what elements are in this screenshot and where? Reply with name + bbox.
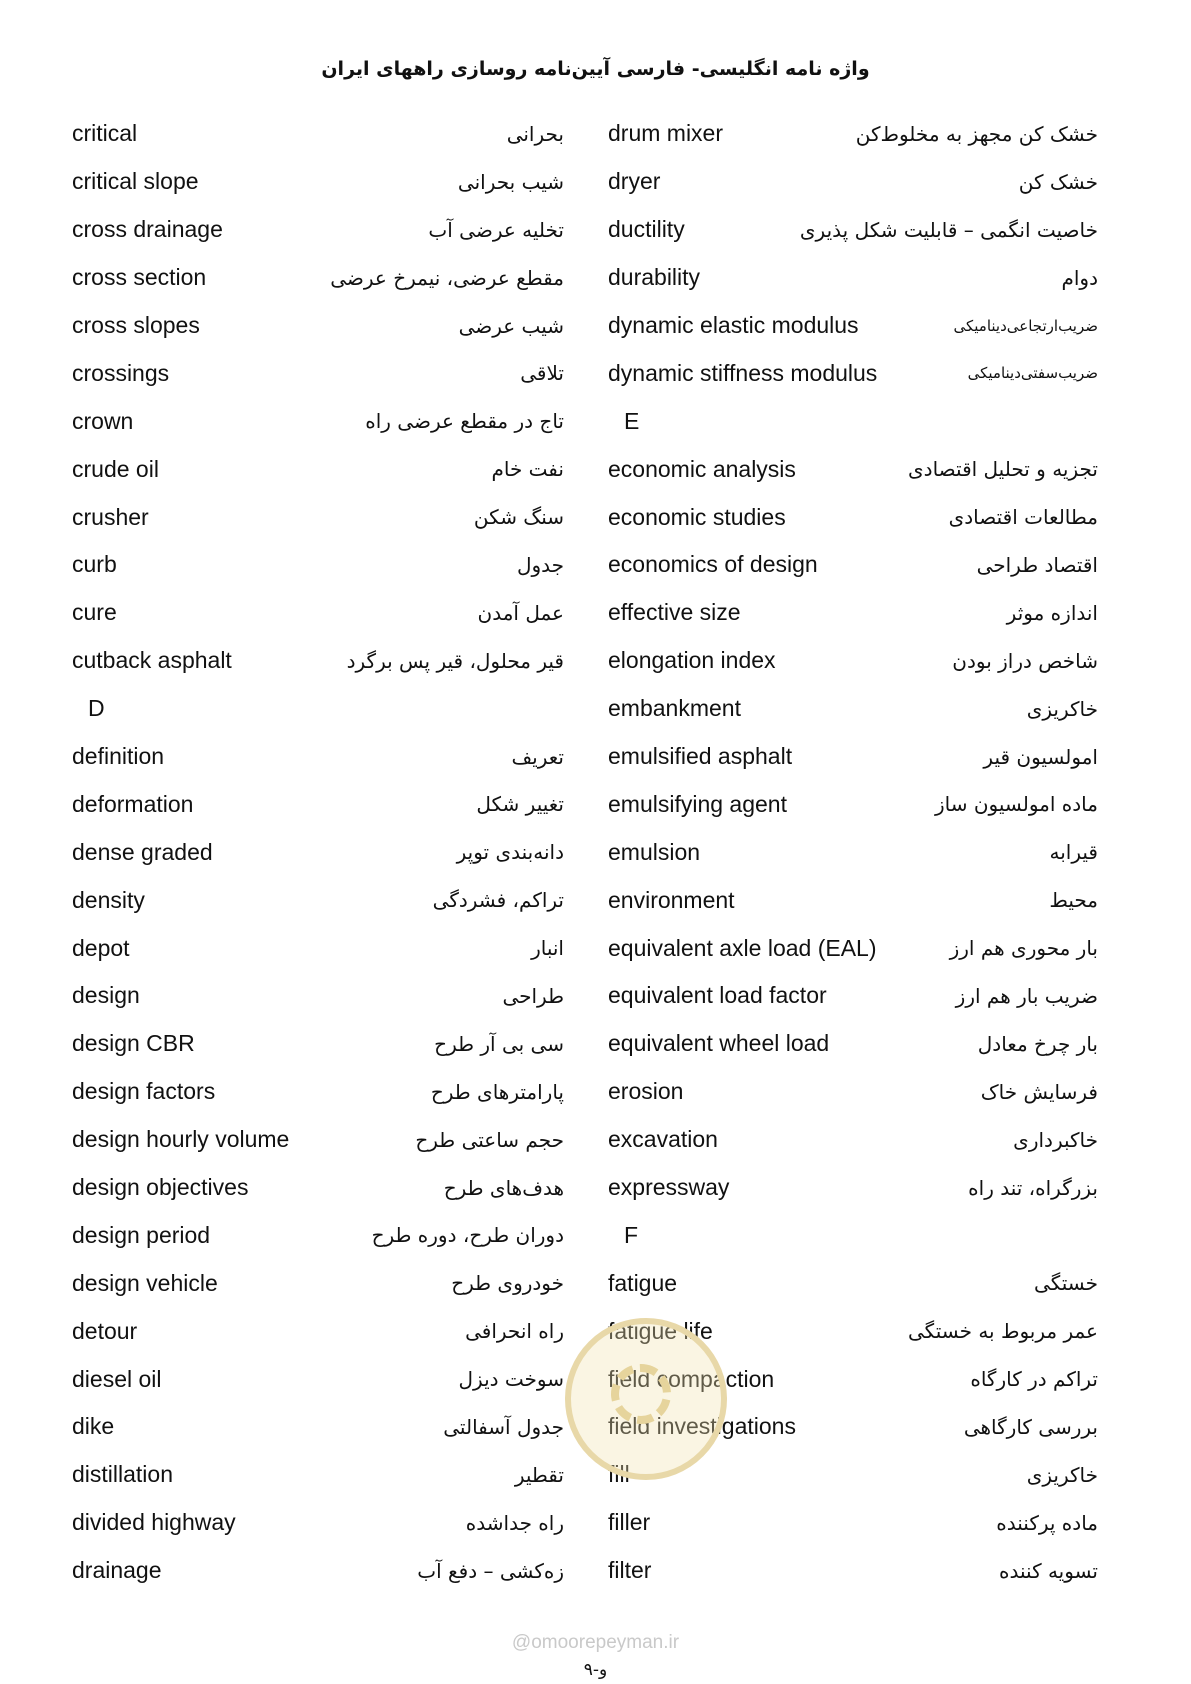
english-term: dynamic elastic modulus (608, 312, 859, 338)
persian-term: انبار (531, 936, 564, 961)
glossary-entry (608, 876, 1098, 924)
section-letter: D (88, 695, 105, 722)
glossary-entry (608, 1307, 1098, 1355)
persian-term: تلاقی (520, 361, 564, 386)
glossary-entry (608, 1259, 1098, 1307)
section-letter-row (608, 397, 1098, 445)
english-term: design factors (72, 1078, 216, 1105)
persian-term: محیط (1049, 888, 1098, 913)
persian-term: قیرابه (1049, 840, 1098, 865)
glossary-entry (72, 1211, 564, 1259)
glossary-entry (72, 1547, 564, 1595)
persian-term: دانه‌بندی توپر (456, 840, 564, 865)
section-letter: E (624, 407, 640, 434)
english-term: field investigations (608, 1413, 796, 1440)
persian-term: سی بی آر طرح (434, 1031, 564, 1056)
glossary-entry (72, 1164, 564, 1212)
english-term: dike (72, 1413, 115, 1440)
persian-term: دوام (1061, 265, 1098, 290)
english-term: filler (608, 1509, 651, 1536)
persian-term: شاخص دراز بودن (952, 648, 1098, 673)
glossary-entry (72, 1451, 564, 1499)
left-glossary-column (72, 110, 564, 1595)
english-term: excavation (608, 1126, 718, 1153)
english-term: depot (72, 934, 130, 961)
persian-term: تاج در مقطع عرضی راه (365, 409, 564, 434)
english-term: embankment (608, 695, 741, 722)
persian-term: خشک کن (1018, 169, 1098, 194)
glossary-entry (72, 924, 564, 972)
persian-term: بررسی کارگاهی (963, 1414, 1098, 1439)
persian-term: تسویه کننده (999, 1558, 1098, 1583)
glossary-entry (608, 541, 1098, 589)
persian-term: بزرگراه، تند راه (968, 1175, 1098, 1200)
english-term: effective size (608, 599, 741, 626)
persian-term: خاکریزی (1026, 696, 1098, 721)
persian-term: خودروی طرح (451, 1271, 564, 1296)
english-term: filter (608, 1557, 652, 1584)
english-term: equivalent axle load (EAL) (608, 934, 877, 961)
english-term: economic studies (608, 503, 786, 530)
english-term: elongation index (608, 647, 776, 674)
english-term: cross section (72, 264, 207, 291)
persian-term: خاکبرداری (1013, 1127, 1098, 1152)
glossary-entry (608, 685, 1098, 733)
english-term: environment (608, 886, 735, 913)
english-term: drainage (72, 1557, 162, 1584)
persian-term: راه انحرافی (465, 1319, 564, 1344)
persian-term: اقتصاد طراحی (976, 552, 1098, 577)
english-term: emulsified asphalt (608, 743, 793, 770)
persian-term: سوخت دیزل (458, 1367, 564, 1392)
persian-term: راه جداشده (465, 1510, 564, 1535)
english-term: fatigue life (608, 1317, 713, 1344)
persian-term: عمر مربوط به خستگی (908, 1319, 1098, 1344)
website-watermark: @omoorepeyman.ir (511, 1632, 680, 1653)
glossary-entry (72, 972, 564, 1020)
glossary-entry (608, 110, 1098, 158)
english-term: divided highway (72, 1509, 236, 1536)
english-term: dryer (608, 168, 661, 195)
english-term: critical slope (72, 168, 199, 195)
english-term: durability (608, 264, 701, 291)
glossary-entry (608, 445, 1098, 493)
glossary-entry (608, 972, 1098, 1020)
english-term: crusher (72, 503, 149, 530)
persian-term: اندازه موثر (1006, 600, 1098, 625)
persian-term: شیب بحرانی (457, 169, 564, 194)
persian-term: ماده امولسیون ساز (934, 792, 1098, 817)
right-glossary-column (608, 110, 1098, 1595)
english-term: economics of design (608, 551, 818, 578)
glossary-entry (608, 828, 1098, 876)
english-term: crude oil (72, 455, 159, 482)
persian-term: خستگی (1034, 1271, 1098, 1296)
english-term: design hourly volume (72, 1126, 290, 1153)
glossary-entry (72, 1355, 564, 1403)
glossary-entry (608, 158, 1098, 206)
glossary-entry (608, 589, 1098, 637)
glossary-entry (608, 206, 1098, 254)
english-term: dense graded (72, 838, 213, 865)
glossary-entry (608, 302, 1098, 350)
english-term: diesel oil (72, 1365, 162, 1392)
glossary-entry (72, 158, 564, 206)
english-term: definition (72, 743, 165, 770)
glossary-entry (72, 1259, 564, 1307)
english-term: cure (72, 599, 117, 626)
glossary-entry (608, 1355, 1098, 1403)
persian-term: شیب عرضی (458, 313, 564, 338)
glossary-entry (72, 733, 564, 781)
glossary-entry (72, 1068, 564, 1116)
glossary-entry (72, 541, 564, 589)
english-term: ductility (608, 216, 685, 243)
persian-term: تعریف (511, 744, 564, 769)
glossary-entry (72, 1020, 564, 1068)
glossary-entry (72, 397, 564, 445)
glossary-entry (72, 1116, 564, 1164)
persian-term: جدول (516, 552, 564, 577)
english-term: dynamic stiffness modulus (608, 359, 878, 386)
persian-term: تغییر شکل (476, 792, 564, 817)
persian-term: ضریب‌سفتی‌دینامیکی (967, 364, 1098, 383)
persian-term: تقطیر (514, 1462, 564, 1487)
english-term: design (72, 982, 140, 1009)
persian-term: طراحی (502, 983, 564, 1008)
english-term: fatigue (608, 1269, 678, 1296)
english-term: cutback asphalt (72, 647, 232, 674)
section-letter: F (624, 1221, 639, 1248)
glossary-entry (608, 1451, 1098, 1499)
persian-term: تخلیه عرضی آب (428, 217, 564, 242)
persian-term: تجزیه و تحلیل اقتصادی (908, 457, 1098, 482)
persian-term: امولسیون قیر (983, 744, 1098, 769)
persian-term: زه‌کشی – دفع آب (417, 1558, 564, 1583)
persian-term: خشک کن مجهز به مخلوط‌کن (855, 121, 1098, 146)
glossary-entry (608, 493, 1098, 541)
persian-term: ضریب بار هم ارز (955, 983, 1098, 1008)
persian-term: جدول آسفالتی (443, 1414, 564, 1439)
glossary-entry (608, 1164, 1098, 1212)
english-term: density (72, 886, 145, 913)
glossary-entry (608, 924, 1098, 972)
english-term: design vehicle (72, 1269, 218, 1296)
persian-term: ماده پرکننده (996, 1510, 1098, 1535)
persian-term: بحرانی (506, 121, 564, 146)
persian-term: قیر محلول، قیر پس برگرد (346, 648, 564, 673)
glossary-entry (72, 1403, 564, 1451)
english-term: emulsion (608, 838, 701, 865)
glossary-entry (608, 780, 1098, 828)
section-letter-row (608, 1211, 1098, 1259)
persian-term: تراکم، فشردگی (432, 888, 564, 913)
glossary-entry (72, 780, 564, 828)
glossary-entry (608, 733, 1098, 781)
persian-term: بار چرخ معادل (977, 1031, 1098, 1056)
english-term: equivalent wheel load (608, 1030, 830, 1057)
persian-term: پارامترهای طرح (430, 1079, 564, 1104)
english-term: economic analysis (608, 455, 796, 482)
english-term: emulsifying agent (608, 790, 787, 817)
glossary-entry (72, 302, 564, 350)
persian-term: سنگ شکن (473, 505, 564, 530)
english-term: distillation (72, 1461, 173, 1488)
persian-term: مقطع عرضی، نیمرخ عرضی (330, 265, 564, 290)
english-term: design CBR (72, 1030, 195, 1057)
persian-term: ضریب‌ارتجاعی‌دینامیکی (953, 316, 1098, 335)
english-term: cross drainage (72, 216, 223, 243)
glossary-entry (72, 828, 564, 876)
english-term: field compaction (608, 1365, 775, 1392)
glossary-entry (72, 637, 564, 685)
english-term: drum mixer (608, 120, 724, 147)
persian-term: هدف‌های طرح (443, 1175, 564, 1200)
persian-term: حجم ساعتی طرح (415, 1127, 564, 1152)
persian-term: تراکم در کارگاه (970, 1367, 1098, 1392)
glossary-entry (608, 1068, 1098, 1116)
glossary-entry (72, 445, 564, 493)
persian-term: نفت خام (491, 457, 564, 482)
glossary-entry (608, 1020, 1098, 1068)
glossary-entry (608, 1116, 1098, 1164)
page-number: و-۹ (583, 1660, 608, 1680)
section-letter-row (72, 685, 564, 733)
persian-term: مطالعات اقتصادی (948, 505, 1098, 530)
glossary-entry (72, 349, 564, 397)
persian-term: عمل آمدن (477, 600, 564, 625)
glossary-entry (608, 1403, 1098, 1451)
glossary-entry (72, 110, 564, 158)
glossary-entry (72, 876, 564, 924)
english-term: equivalent load factor (608, 982, 827, 1009)
glossary-entry (72, 1499, 564, 1547)
english-term: crossings (72, 359, 170, 386)
english-term: cross slopes (72, 312, 200, 338)
english-term: design period (72, 1221, 211, 1248)
persian-term: بار محوری هم ارز (949, 936, 1098, 961)
english-term: curb (72, 551, 117, 578)
english-term: critical (72, 120, 138, 147)
english-term: design objectives (72, 1174, 249, 1201)
glossary-entry (608, 1499, 1098, 1547)
glossary-entry (72, 254, 564, 302)
english-term: detour (72, 1317, 138, 1344)
glossary-entry (608, 349, 1098, 397)
glossary-entry (72, 206, 564, 254)
glossary-entry (608, 254, 1098, 302)
glossary-entry (72, 1307, 564, 1355)
english-term: expressway (608, 1174, 730, 1201)
glossary-entry (608, 637, 1098, 685)
glossary-entry (72, 589, 564, 637)
persian-term: فرسایش خاک (980, 1079, 1098, 1104)
glossary-entry (72, 493, 564, 541)
persian-term: خاصیت انگمی – قابلیت شکل پذیری (799, 217, 1098, 242)
persian-term: دوران طرح، دوره طرح (371, 1223, 564, 1248)
persian-term: خاکریزی (1026, 1462, 1098, 1487)
page-title: واژه نامه انگلیسی- فارسی آیین‌نامه روسازی راههای ایران (321, 58, 870, 80)
english-term: fill (608, 1461, 630, 1488)
english-term: crown (72, 407, 134, 434)
english-term: deformation (72, 790, 194, 817)
english-term: erosion (608, 1078, 684, 1105)
glossary-entry (608, 1547, 1098, 1595)
